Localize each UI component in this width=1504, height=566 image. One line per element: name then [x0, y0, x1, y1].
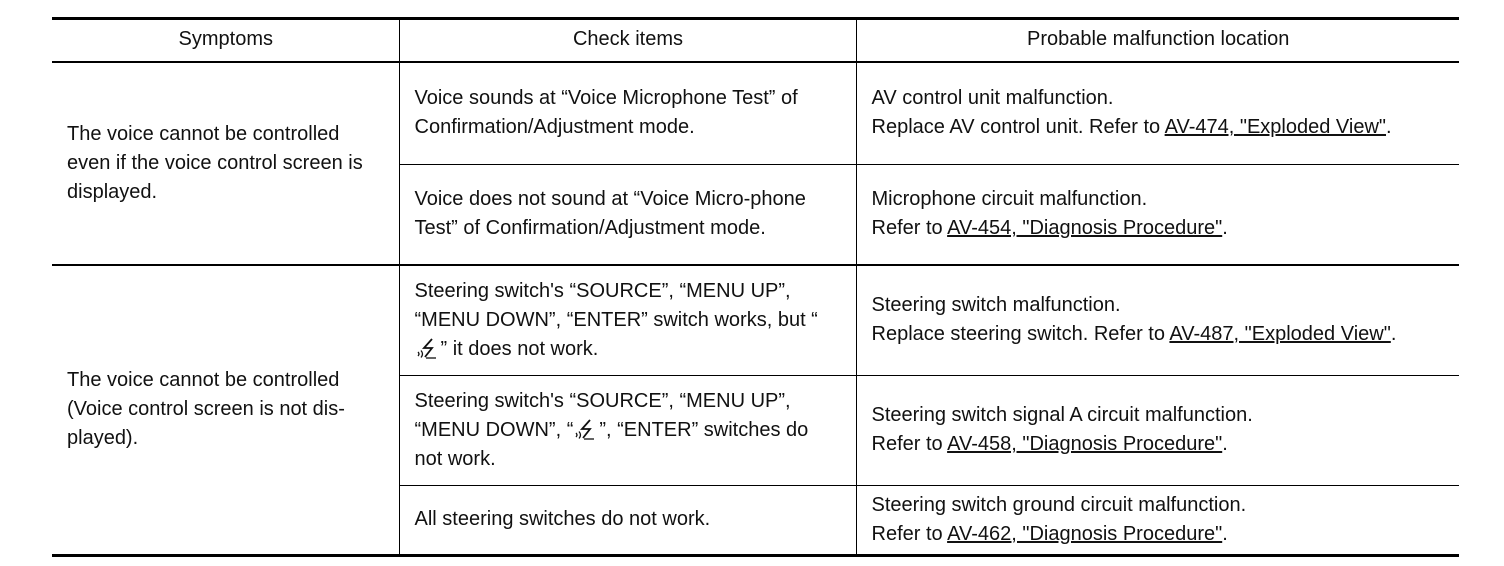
check-text-start: Steering switch's “SOURCE”, “MENU UP”, “MENU DOWN”, “ENTER” switch works, but “ [414, 279, 818, 331]
table-row [52, 62, 1459, 164]
header-check-items: Check items [399, 19, 856, 63]
check-text-end: ”, “ENTER” switches do not work. [414, 418, 809, 470]
check-cell [399, 375, 856, 485]
symptom-cell [52, 62, 399, 265]
reference-link[interactable]: AV-454, "Diagnosis Procedure" [947, 217, 1223, 240]
check-cell [399, 164, 856, 265]
voice-recognition-icon [573, 418, 599, 440]
location-cell [856, 375, 1459, 485]
location-suffix: . [1386, 116, 1392, 139]
header-symptoms: Symptoms [52, 19, 399, 63]
location-suffix: . [1222, 217, 1228, 240]
location-suffix: . [1222, 522, 1228, 545]
check-cell [399, 485, 856, 555]
reference-link[interactable]: AV-458, "Diagnosis Procedure" [947, 433, 1223, 455]
location-title: Steering switch ground circuit malfunction. [871, 493, 1247, 516]
header-row [52, 19, 1459, 63]
location-instruction: Refer to [871, 217, 948, 240]
reference-link[interactable]: AV-474, "Exploded View" [1164, 116, 1387, 139]
check-text-start: Steering switch's “SOURCE”, “MENU UP”, “MENU DOWN”, “ [414, 389, 791, 441]
location-suffix: . [1390, 323, 1397, 346]
location-cell [856, 485, 1459, 555]
symptom-cell [52, 265, 399, 555]
symptom-text: The voice cannot be controlled even if the voice control screen is displayed. [67, 123, 363, 203]
table-row [52, 265, 1459, 375]
location-instruction: Refer to [871, 433, 948, 455]
location-title: Microphone circuit malfunction. [871, 188, 1148, 211]
diagnosis-table [52, 17, 1459, 557]
check-cell [399, 265, 856, 375]
reference-link[interactable]: AV-462, "Diagnosis Procedure" [947, 522, 1223, 545]
check-text: All steering switches do not work. [414, 508, 711, 530]
reference-link[interactable]: AV-487, "Exploded View" [1169, 323, 1391, 346]
location-instruction: Refer to [871, 522, 948, 545]
header-probable-location: Probable malfunction location [856, 19, 1459, 63]
symptom-text: The voice cannot be controlled (Voice control screen is not dis-played). [67, 369, 345, 450]
check-text: Voice sounds at “Voice Microphone Test” of Confirmation/Adjustment mode. [414, 87, 798, 139]
location-instruction: Replace steering switch. Refer to [871, 323, 1170, 346]
location-cell [856, 62, 1459, 164]
check-text-end: ” it does not work. [440, 337, 599, 360]
location-title: Steering switch signal A circuit malfunction. [871, 404, 1253, 426]
location-title: AV control unit malfunction. [871, 87, 1114, 110]
location-suffix: . [1222, 433, 1228, 455]
voice-recognition-icon [415, 337, 441, 359]
location-instruction: Replace AV control unit. Refer to [871, 116, 1165, 139]
location-title: Steering switch malfunction. [871, 294, 1121, 317]
location-cell [856, 265, 1459, 375]
check-cell [399, 62, 856, 164]
check-text: Voice does not sound at “Voice Micro-phone Test” of Confirmation/Adjustment mode. [414, 188, 806, 240]
location-cell [856, 164, 1459, 265]
